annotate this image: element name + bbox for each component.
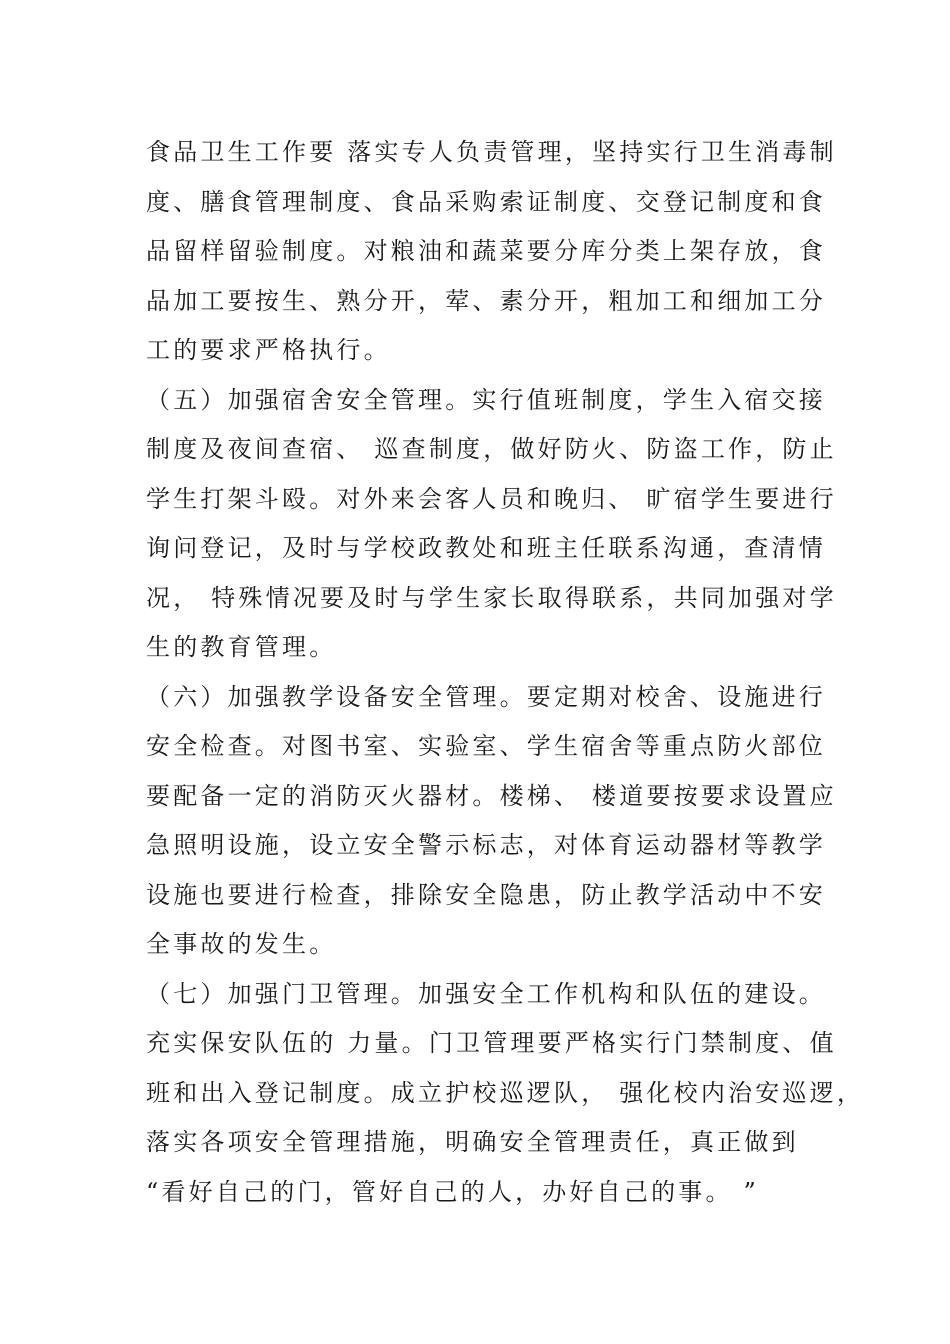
text-line: 落实各项安全管理措施，明确安全管理责任，真正做到 <box>146 1128 799 1156</box>
text-line: 充实保安队伍的 力量。门卫管理要严格实行门禁制度、值 <box>146 1029 837 1057</box>
text-line: “看好自己的门，管好自己的人，办好自己的事。 ” <box>146 1177 759 1206</box>
text-line: 要配备一定的消防灭火器材。楼梯、 楼道要按要求设置应 <box>146 781 837 810</box>
text-line: 急照明设施，设立安全警示标志，对体育运动器材等教学 <box>146 831 826 859</box>
text-line: 学生打架斗殴。对外来会客人员和晚归、 旷宿学生要进行 <box>146 484 837 513</box>
text-line: （七）加强门卫管理。加强安全工作机构和队伍的建设。 <box>146 979 826 1008</box>
text-line: 况， 特殊情况要及时与学生家长取得联系，共同加强对学 <box>146 583 837 612</box>
text-line: 询问登记，及时与学校政教处和班主任联系沟通，查清情 <box>146 534 826 562</box>
text-line: 品留样留验制度。对粮油和蔬菜要分库分类上架存放，食 <box>146 237 826 265</box>
text-line: 制度及夜间查宿、 巡查制度，做好防火、防盗工作，防止 <box>146 435 837 463</box>
text-line: 生的教育管理。 <box>146 633 337 661</box>
text-line: 全事故的发生。 <box>146 930 337 958</box>
document-body <box>146 128 865 1217</box>
text-line: 工的要求严格执行。 <box>146 336 391 364</box>
text-line: 安全检查。对图书室、实验室、学生宿舍等重点防火部位 <box>146 732 826 760</box>
text-line: 设施也要进行检查，排除安全隐患，防止教学活动中不安 <box>146 880 826 909</box>
text-line: （六）加强教学设备安全管理。要定期对校舍、设施进行 <box>146 682 826 711</box>
text-line: 班和出入登记制度。成立护校巡逻队， 强化校内治安巡逻， <box>146 1078 865 1107</box>
text-line: （五）加强宿舍安全管理。实行值班制度，学生入宿交接 <box>146 385 826 414</box>
text-line: 度、膳食管理制度、食品采购索证制度、交登记制度和食 <box>146 187 826 216</box>
text-line: 品加工要按生、熟分开，荤、素分开，粗加工和细加工分 <box>146 286 826 315</box>
text-line: 食品卫生工作要 落实专人负责管理，坚持实行卫生消毒制 <box>146 138 837 166</box>
